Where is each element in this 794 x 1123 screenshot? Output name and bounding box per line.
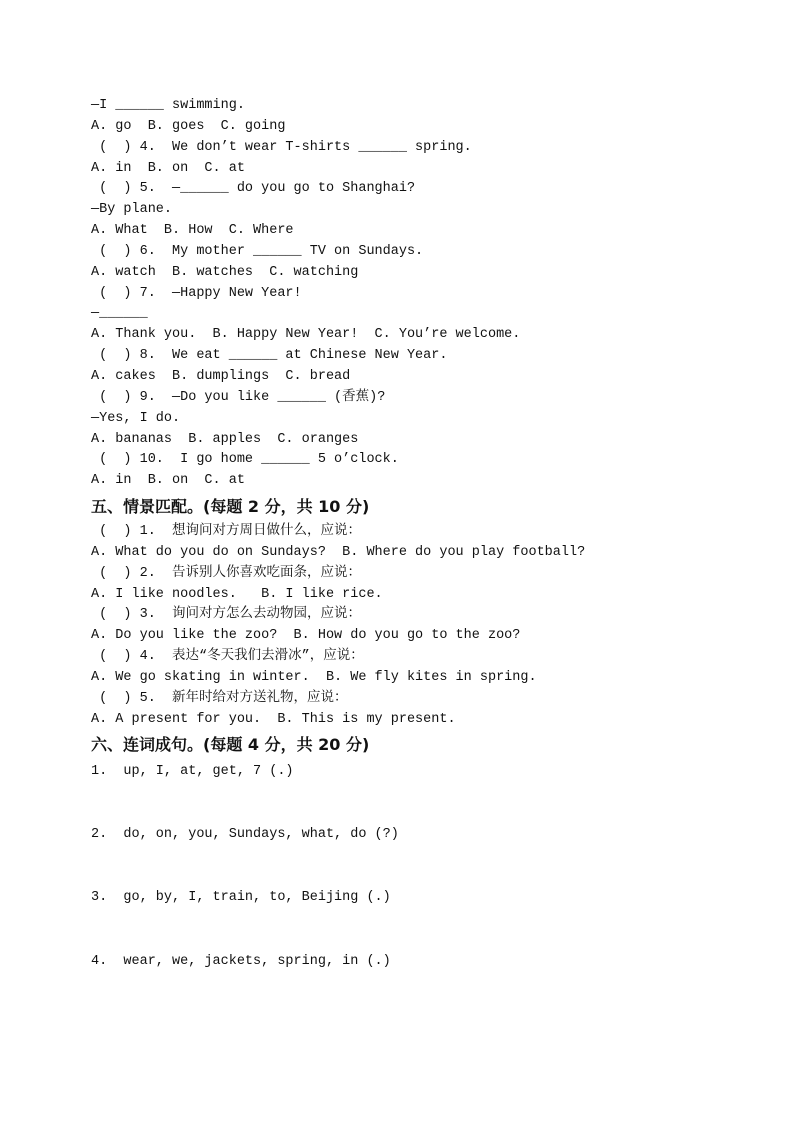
answer-options: A. Thank you. B. Happy New Year! C. You’re welcome. [91,327,521,343]
question-line: ( ) 4. We don’t wear T-shirts ______ spring. [91,139,472,155]
section-five-questions [91,522,731,730]
question-line: ( ) 10. I go home ______ 5 o’clock. [91,452,399,468]
question-line: ( ) 7. —Happy New Year! [91,285,302,301]
answer-options: A. Do you like the zoo? B. How do you go to the zoo? [91,628,521,644]
section-six-heading: 六、连词成句。(每题 4 分，共 20 分) [91,735,370,755]
question-line: ( ) 5. 新年时给对方送礼物，应说： [91,690,348,706]
answer-options: A. go B. goes C. going [91,118,286,134]
sentence-item: 2. do, on, you, Sundays, what, do (?) [91,827,399,843]
question-line: ( ) 3. 询问对方怎么去动物园，应说： [91,607,362,623]
question-line: ( ) 2. 告诉别人你喜欢吃面条，应说： [91,565,362,581]
answer-options: A. in B. on C. at [91,473,245,489]
answer-options: A. watch B. watches C. watching [91,264,359,280]
answer-options: A. A present for you. B. This is my present. [91,711,456,727]
question-line: —By plane. [91,202,173,218]
section-six-items [91,762,731,972]
answer-options: A. bananas B. apples C. oranges [91,431,359,447]
question-line: ( ) 9. —Do you like ______ (香蕉)? [91,389,386,405]
answer-options: A. What B. How C. Where [91,223,294,239]
question-line: —I ______ swimming. [91,98,245,113]
section-four-questions [91,96,731,492]
answer-options: A. What do you do on Sundays? B. Where do you play football? [91,544,586,560]
answer-options: A. in B. on C. at [91,160,245,176]
sentence-item: 1. up, I, at, get, 7 (.) [91,764,294,780]
question-line: —Yes, I do. [91,410,181,426]
question-line: ( ) 1. 想询问对方周日做什么，应说： [91,524,362,540]
answer-options: A. cakes B. dumplings C. bread [91,368,351,384]
question-line: ( ) 6. My mother ______ TV on Sundays. [91,243,424,259]
sentence-item: 4. wear, we, jackets, spring, in (.) [91,954,391,969]
question-line: —______ [91,306,148,322]
worksheet-page [91,96,731,973]
answer-options: A. I like noodles. B. I like rice. [91,586,383,602]
section-five-heading: 五、情景匹配。(每题 2 分，共 10 分) [91,497,370,517]
question-line: ( ) 5. —______ do you go to Shanghai? [91,181,416,197]
question-line: ( ) 4. 表达“冬天我们去滑冰”，应说： [91,649,364,665]
sentence-item: 3. go, by, I, train, to, Beijing (.) [91,890,391,906]
answer-options: A. We go skating in winter. B. We fly kites in spring. [91,669,537,685]
question-line: ( ) 8. We eat ______ at Chinese New Year. [91,348,448,364]
